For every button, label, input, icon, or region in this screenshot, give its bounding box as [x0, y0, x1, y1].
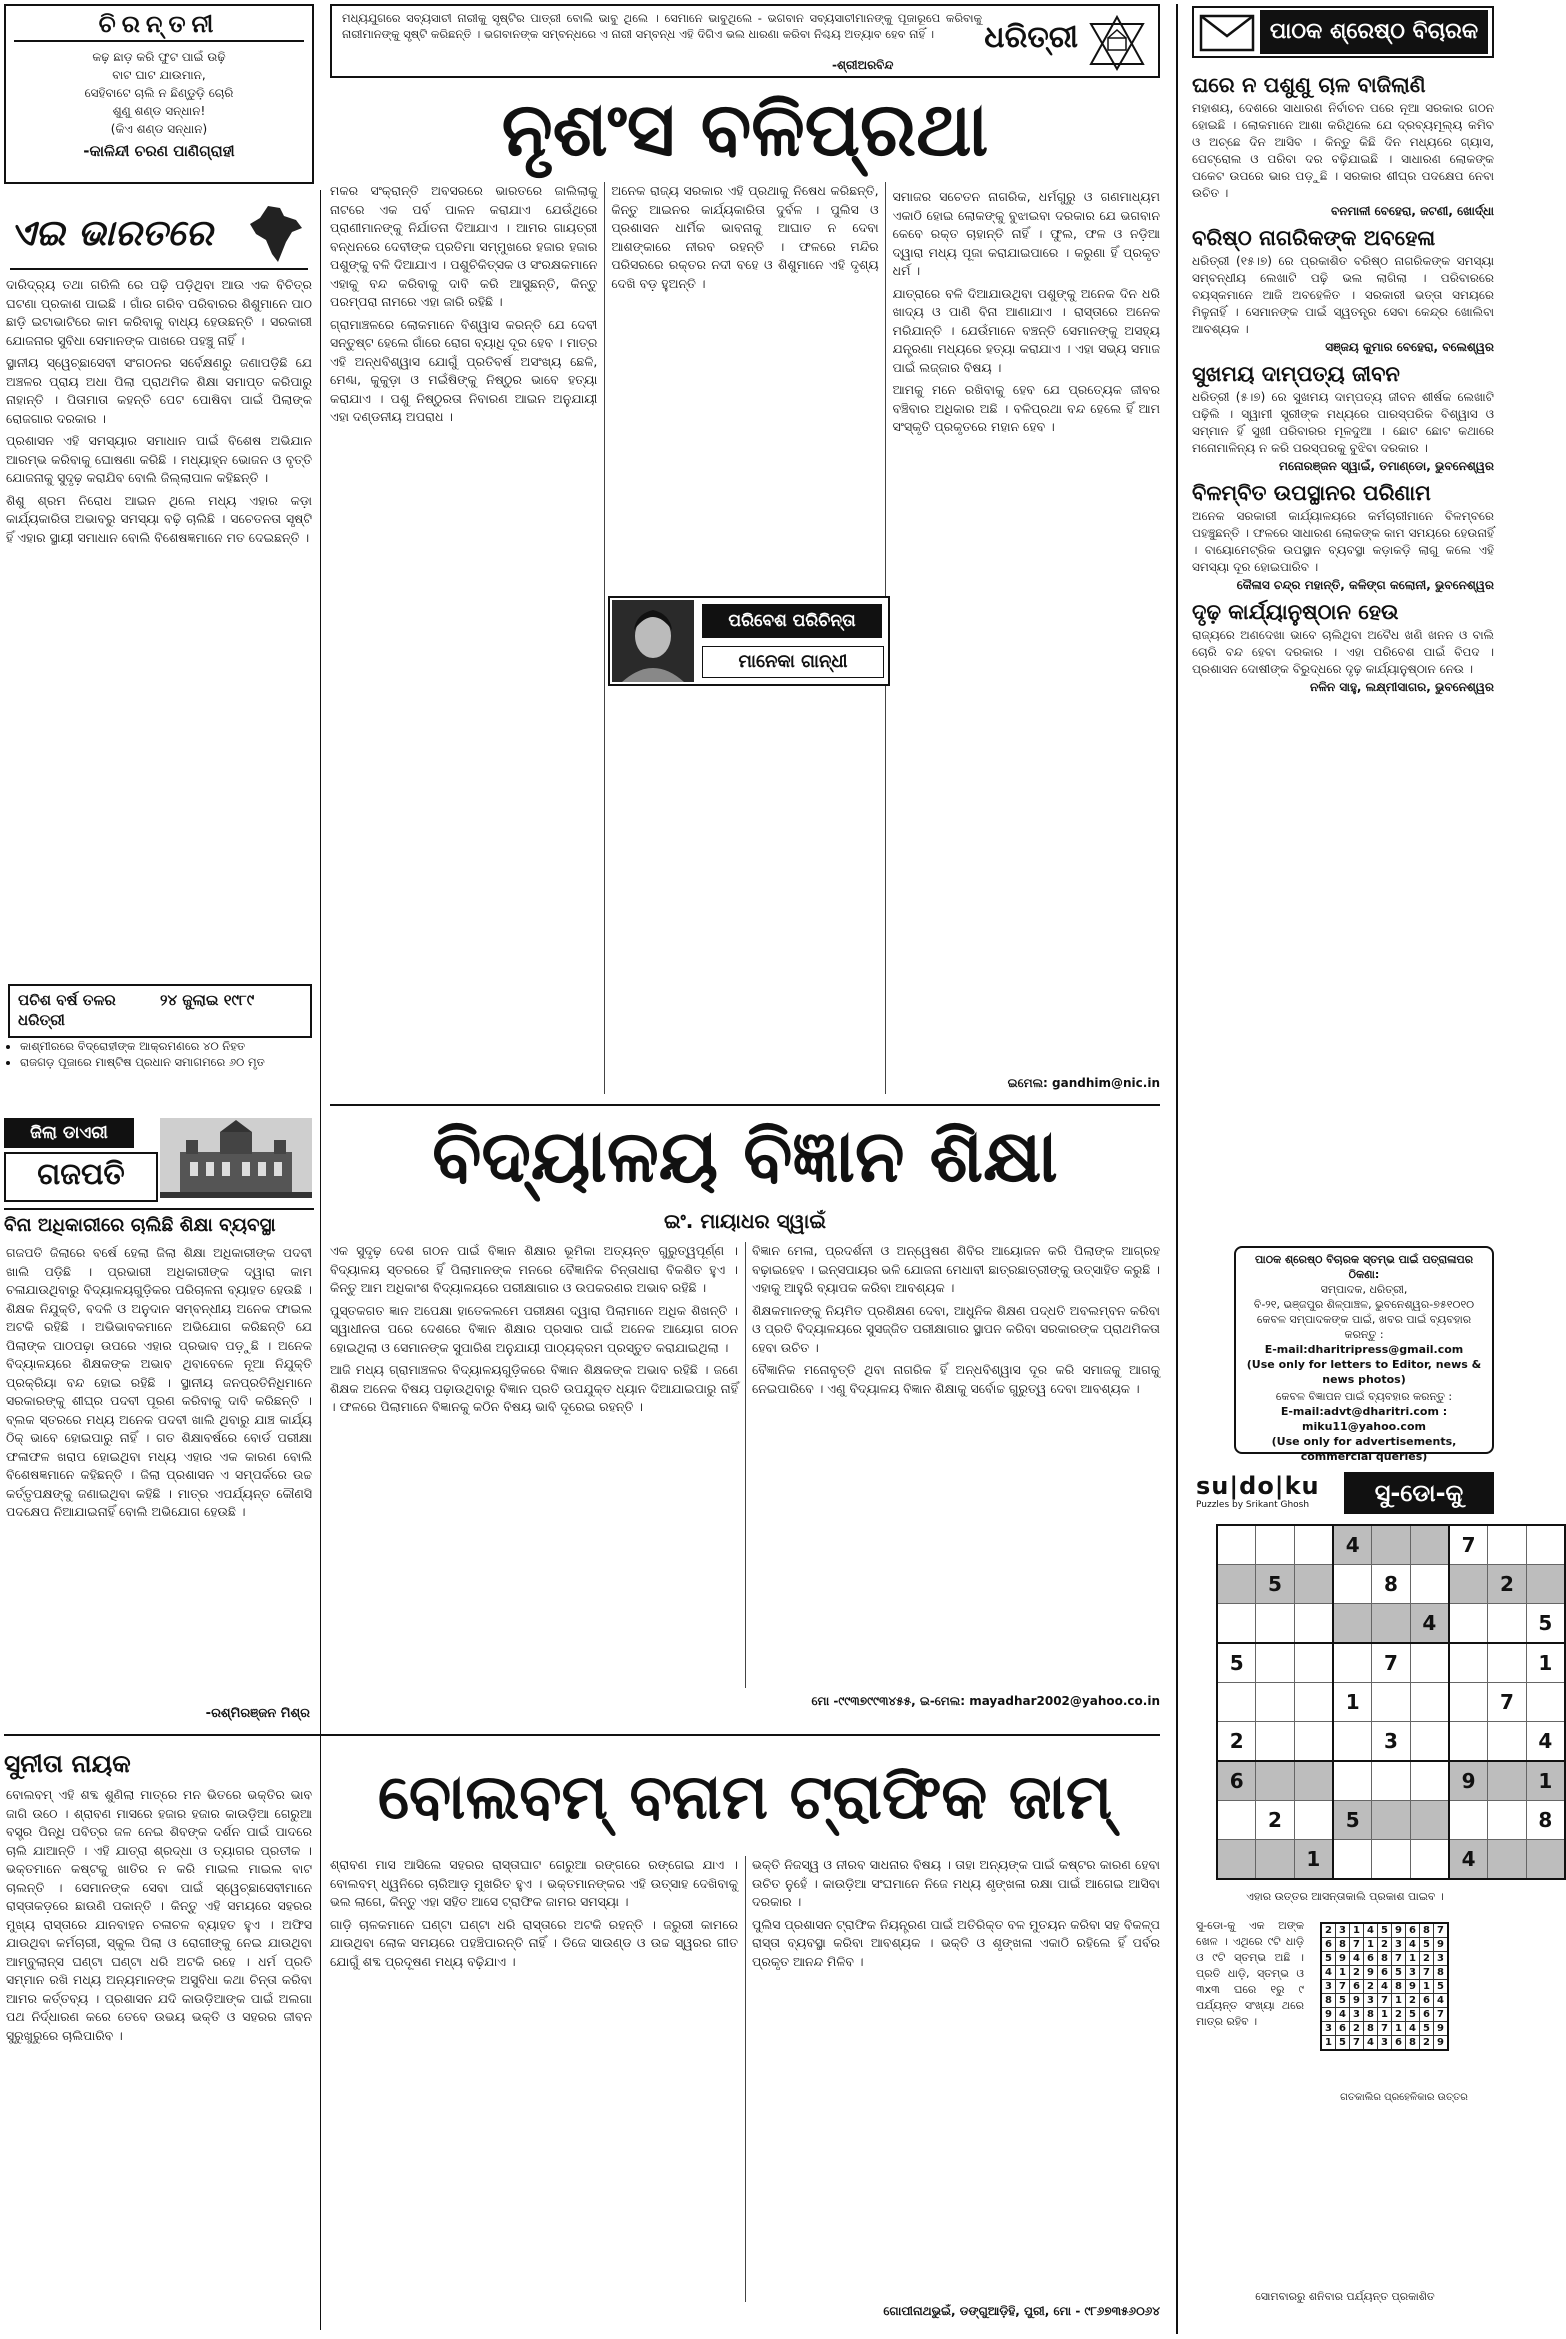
- sudoku-cell: [1256, 1840, 1294, 1880]
- solution-cell: 4: [1321, 1966, 1336, 1980]
- solution-cell: 9: [1364, 1966, 1378, 1980]
- sudoku-cell: [1372, 1801, 1410, 1840]
- solution-cell: 1: [1336, 1966, 1350, 1980]
- solution-cell: 9: [1434, 2022, 1449, 2036]
- sudoku-cell: [1526, 1525, 1565, 1565]
- letters-column: [1192, 66, 1494, 1240]
- sudoku-cell: 7: [1372, 1643, 1410, 1683]
- solution-cell: 8: [1420, 1923, 1434, 1938]
- lead-headline: ନୃଶଂସ ବଳିପ୍ରଥା: [501, 87, 989, 173]
- solution-cell: 8: [1364, 2008, 1378, 2022]
- sudoku-cell: [1488, 1840, 1526, 1880]
- lead-paragraph: ଯାତ୍ରାରେ ବଳି ଦିଆଯାଉଥିବା ପଶୁଙ୍କୁ ଅନେକ ଦିନ ଧରି ଖାଦ୍ୟ ଓ ପାଣି ବିନା ଆଣାଯାଏ । ରାସ୍ତାରେ ଅନେକ ମରିଯାନ୍ତି । ଯେଉଁମାନେ ବଞ୍ଚନ୍ତି ସେମାନଙ୍କୁ ଅସହ୍ୟ ଯନ୍ତ୍ରଣା ମଧ୍ୟରେ ହତ୍ୟା କରାଯାଏ । ଏହା ସଭ୍ୟ ସମାଜ ପାଇଁ ଲଜ୍ଜାର ବିଷୟ ।: [892, 285, 1160, 375]
- science-body: [330, 1242, 1160, 1688]
- solution-cell: 6: [1392, 2036, 1406, 2051]
- solution-cell: 2: [1350, 2022, 1364, 2036]
- sudoku-cell: [1294, 1801, 1333, 1840]
- bolbam-body: [330, 1856, 1160, 2302]
- sudoku-cell: [1372, 1525, 1410, 1565]
- sudoku-cell: [1410, 1801, 1449, 1840]
- solution-cell: 9: [1406, 1980, 1420, 1994]
- letter-body: ରାଜ୍ୟରେ ଅଣଦେଖା ଭାବେ ଚାଲିଥିବା ଅବୈଧ ଖଣି ଖନନ ଓ ବାଲି ଚୋରି ବନ୍ଦ ହେବା ଦରକାର । ଏହା ପରିବେଶ ପାଇଁ ବିପଦ । ପ୍ରଶାସନ ଦୋଷୀଙ୍କ ବିରୁଦ୍ଧରେ ଦୃଢ଼ କାର୍ଯ୍ୟାନୁଷ୍ଠାନ ନେଉ ।: [1192, 628, 1494, 676]
- chirantani-author: -କାଳିନ୍ଦୀ ଚରଣ ପାଣିଗ୍ରାହୀ: [83, 142, 235, 160]
- sunita-body: ବୋଲବମ୍ ଏହି ଶବ୍ଦ ଶୁଣିଲା ମାତ୍ରେ ମନ ଭିତରେ ଭକ୍ତିର ଭାବ ଜାଗି ଉଠେ । ଶ୍ରାବଣ ମାସରେ ହଜାର ହଜାର କାଉଡ଼ିଆ ଗେରୁଆ ବସ୍ତ୍ର ପିନ୍ଧି ପବିତ୍ର ଜଳ ନେଇ ଶିବଙ୍କ ଦର୍ଶନ ପାଇଁ ପାଦରେ ଚାଲି ଯାଆନ୍ତି । ଏହି ଯାତ୍ରା ଶ୍ରଦ୍ଧା ଓ ତ୍ୟାଗର ପ୍ରତୀକ । ଭକ୍ତମାନେ କଷ୍ଟକୁ ଖାତିର ନ କରି ମାଇଲ ମାଇଲ ବାଟ ଚାଲନ୍ତି । ସେମାନଙ୍କ ସେବା ପାଇଁ ସ୍ୱେଚ୍ଛାସେବୀମାନେ ରାସ୍ତାକଡ଼ରେ ଛାଉଣି ପକାନ୍ତି । କିନ୍ତୁ ଏହି ସମୟରେ ସହରର ମୁଖ୍ୟ ରାସ୍ତାରେ ଯାନବାହନ ଚଳାଚଳ ବ୍ୟାହତ ହୁଏ । ଅଫିସ ଯାଉଥିବା କର୍ମଚାରୀ, ସ୍କୁଲ ପିଲା ଓ ରୋଗୀଙ୍କୁ ନେଇ ଯାଉଥିବା ଆମ୍ବୁଲାନ୍ସ ଘଣ୍ଟା ଘଣ୍ଟା ଧରି ଅଟକି ରହେ । ଧର୍ମ ପ୍ରତି ସମ୍ମାନ ରଖି ମଧ୍ୟ ଅନ୍ୟମାନଙ୍କ ଅସୁବିଧା କଥା ଚିନ୍ତା କରିବା ଆମର କର୍ତ୍ତବ୍ୟ । ପ୍ରଶାସନ ଯଦି କାଉଡ଼ିଆଙ୍କ ପାଇଁ ଅଲଗା ପଥ ନିର୍ଦ୍ଧାରଣ କରେ ତେବେ ଉଭୟ ଭକ୍ତି ଓ ସହରର ଜୀବନ ସୁରୁଖୁରୁରେ ଚାଲିପାରିବ ।: [6, 1787, 312, 2043]
- sudoku-cell: [1449, 1604, 1488, 1644]
- sudoku-cell: [1217, 1525, 1256, 1565]
- sudoku-cell: [1372, 1604, 1410, 1644]
- solution-cell: 7: [1378, 2022, 1392, 2036]
- solution-cell: 8: [1392, 1980, 1406, 1994]
- solution-cell: 5: [1336, 1994, 1350, 2008]
- bolbam-paragraph: ଗାଡ଼ି ଚାଳକମାନେ ଘଣ୍ଟା ଘଣ୍ଟା ଧରି ରାସ୍ତାରେ ଅଟକି ରହନ୍ତି । ଜରୁରୀ କାମରେ ଯାଉଥିବା ଲୋକ ସମୟରେ ପହଞ୍ଚିପାରନ୍ତି ନାହିଁ । ଡିଜେ ସାଉଣ୍ଡ ଓ ଉଚ୍ଚ ସ୍ୱରର ଗୀତ ଯୋଗୁଁ ଶବ୍ଦ ପ୍ରଦୂଷଣ ମଧ୍ୟ ବଢ଼ିଯାଏ ।: [330, 1916, 738, 1969]
- abhibharat-paragraph: ସ୍ଥାନୀୟ ସ୍ୱେଚ୍ଛାସେବୀ ସଂଗଠନର ସର୍ବେକ୍ଷଣରୁ ଜଣାପଡ଼ିଛି ଯେ ଅଞ୍ଚଳର ପ୍ରାୟ ଅଧା ପିଲା ପ୍ରାଥମିକ ଶିକ୍ଷା ସମାପ୍ତ କରିପାରୁ ନାହାନ୍ତି । ପିତାମାତା କହନ୍ତି ପେଟ ପୋଷିବା ପାଇଁ ପିଲାଙ୍କ ରୋଜଗାର ଦରକାର ।: [6, 355, 312, 426]
- advt-email[interactable]: E-mail:advt@dharitri.com : miku11@yahoo.com: [1280, 1405, 1448, 1433]
- solution-cell: 5: [1420, 2022, 1434, 2036]
- sudoku-cell: [1410, 1761, 1449, 1801]
- sudoku-cell: [1256, 1683, 1294, 1722]
- sudoku-cell: 5: [1256, 1565, 1294, 1604]
- letter-item: [1192, 599, 1494, 695]
- sudoku-cell: [1449, 1801, 1488, 1840]
- solution-cell: 9: [1336, 1952, 1350, 1966]
- sudoku-cell: [1333, 1761, 1372, 1801]
- pachis-box: [4, 976, 314, 1076]
- temple-emblem-icon: [1088, 14, 1146, 72]
- solution-cell: 3: [1336, 1923, 1350, 1938]
- sudoku-solution: [1320, 1922, 1494, 2112]
- letter-title: ଘରେ ନ ପଶୁଣୁ ଚାଳ ବାଜିଲାଣି: [1192, 73, 1426, 97]
- pachis-bullets: • କାଶ୍ମୀରରେ ବିଦ୍ରୋହୀଙ୍କ ଆକ୍ରମଣରେ ୪୦ ନିହତ • ରାଜଗଡ଼ ପୂଜାରେ ମାଷ୍ଟିଷ ପ୍ରଧାନ ସମାଗମରେ ୬୦ ମୃତ: [4, 1038, 265, 1070]
- letter-item: [1192, 480, 1494, 593]
- sudoku-cell: 6: [1217, 1761, 1256, 1801]
- solution-cell: 7: [1336, 1980, 1350, 1994]
- sudoku-cell: [1256, 1604, 1294, 1644]
- solution-cell: 7: [1350, 1938, 1364, 1952]
- dharitri-logo: ଧରିତ୍ରୀ: [984, 20, 1078, 55]
- sudoku-brand: su|do|ku: [1196, 1472, 1320, 1500]
- solution-cell: 8: [1321, 1994, 1336, 2008]
- sudoku-cell: [1372, 1761, 1410, 1801]
- solution-cell: 4: [1364, 2036, 1378, 2051]
- abhibharat-logo: [4, 200, 314, 270]
- sudoku-cell: [1410, 1683, 1449, 1722]
- sudoku-cell: 3: [1372, 1722, 1410, 1762]
- sudoku-cell: [1217, 1683, 1256, 1722]
- solution-cell: 2: [1378, 1938, 1392, 1952]
- sudoku-cell: 4: [1449, 1840, 1488, 1880]
- letter-body: ଅନେକ ସରକାରୀ କାର୍ଯ୍ୟାଳୟରେ କର୍ମଚାରୀମାନେ ବିଳମ୍ବରେ ପହଞ୍ଚୁଛନ୍ତି । ଫଳରେ ସାଧାରଣ ଲୋକଙ୍କ କାମ ସମୟରେ ହେଉନାହିଁ । ବାୟୋମେଟ୍ରିକ ଉପସ୍ଥାନ ବ୍ୟବସ୍ଥା କଡ଼ାକଡ଼ି ଲାଗୁ କଲେ ଏହି ସମସ୍ୟା ଦୂର ହୋଇପାରିବ ।: [1192, 509, 1494, 574]
- editor-email[interactable]: E-mail:dharitripress@gmail.com: [1264, 1343, 1464, 1356]
- solution-cell: 3: [1392, 1938, 1406, 1952]
- letter-title: ଦୃଢ଼ କାର୍ଯ୍ୟାନୁଷ୍ଠାନ ହେଉ: [1192, 600, 1399, 624]
- solution-cell: 4: [1406, 2022, 1420, 2036]
- lead-paragraph: ସମାଜର ସଚେତନ ନାଗରିକ, ଧର୍ମଗୁରୁ ଓ ଗଣମାଧ୍ୟମ ଏକାଠି ହୋଇ ଲୋକଙ୍କୁ ବୁଝାଇବା ଦରକାର ଯେ ଭଗବାନ କେବେ ରକ୍ତ ଚାହାନ୍ତି ନାହିଁ । ଫୁଲ, ଫଳ ଓ ନଡ଼ିଆ ଦ୍ୱାରା ମଧ୍ୟ ପୂଜା କରାଯାଇପାରେ । କରୁଣା ହିଁ ପ୍ରକୃତ ଧର୍ମ ।: [892, 189, 1160, 279]
- sudoku-cell: [1410, 1643, 1449, 1683]
- sudoku-cell: 5: [1333, 1801, 1372, 1840]
- solution-cell: 9: [1350, 1994, 1364, 2008]
- sudoku-cell: [1256, 1643, 1294, 1683]
- solution-cell: 7: [1392, 1952, 1406, 1966]
- letter-body: ଧରିତ୍ରୀ (୧୫।୭) ରେ ପ୍ରକାଶିତ ବରିଷ୍ଠ ନାଗରିକଙ୍କ ସମସ୍ୟା ସମ୍ବନ୍ଧୀୟ ଲେଖାଟି ପଢ଼ି ଭଲ ଲାଗିଲା । ପରିବାରରେ ବୟସ୍କମାନେ ଆଜି ଅବହେଳିତ । ସରକାରୀ ଭତ୍ତା ସମୟରେ ମିଳୁନାହିଁ । ସେମାନଙ୍କ ପାଇଁ ସ୍ୱତନ୍ତ୍ର ସେବା କେନ୍ଦ୍ର ଖୋଲିବା ଆବଶ୍ୟକ ।: [1192, 254, 1494, 336]
- sudoku-cell: [1217, 1840, 1256, 1880]
- solution-cell: 6: [1420, 1994, 1434, 2008]
- solution-cell: 8: [1364, 2022, 1378, 2036]
- chirantani-poem: କଢ଼ ଛାଡ଼ କରି ଫୁଟ ପାଇଁ ଉଢ଼ି ବାଟ ଘାଟ ଯାଉମାନ, ସେହିବାଟେ ଚାଲି ନ ଛିଣ୍ଡୁଡ଼ି ଚୋରି ଶୁଣୁ ଶଣ୍ଡ ସନ୍ଧାନ! (କିଏ ଶଣ୍ଡ ସନ୍ଧାନ): [84, 50, 234, 136]
- solution-cell: 2: [1406, 1994, 1420, 2008]
- sudoku-grid: [1216, 1524, 1566, 1880]
- sudoku-cell: [1488, 1761, 1526, 1801]
- sudoku-header: [1196, 1472, 1494, 1518]
- sudoku-cell: [1488, 1525, 1526, 1565]
- solution-cell: 1: [1321, 2036, 1336, 2051]
- abhibharat-paragraph: ଶିଶୁ ଶ୍ରମ ନିରୋଧ ଆଇନ ଥିଲେ ମଧ୍ୟ ଏହାର କଡ଼ା କାର୍ଯ୍ୟକାରିତା ଅଭାବରୁ ସମସ୍ୟା ବଢ଼ି ଚାଲିଛି । ସଚେତନତା ସୃଷ୍ଟି ହିଁ ଏହାର ସ୍ଥାୟୀ ସମାଧାନ ବୋଲି ବିଶେଷଜ୍ଞମାନେ ମତ ଦେଇଛନ୍ତି ।: [6, 492, 312, 545]
- sudoku-cell: [1256, 1722, 1294, 1762]
- sudoku-cell: [1217, 1604, 1256, 1644]
- letter-body: ଧରିତ୍ରୀ (୫।୭) ରେ ସୁଖମୟ ଦାମ୍ପତ୍ୟ ଜୀବନ ଶୀର୍ଷକ ଲେଖାଟି ପଢ଼ିଲି । ସ୍ୱାମୀ ସ୍ତ୍ରୀଙ୍କ ମଧ୍ୟରେ ପାରସ୍ପରିକ ବିଶ୍ୱାସ ଓ ସମ୍ମାନ ହିଁ ସୁଖୀ ପରିବାରର ମୂଳଦୁଆ । ଛୋଟ ଛୋଟ କଥାରେ ମନୋମାଳିନ୍ୟ ନ କରି ପରସ୍ପରକୁ ବୁଝିବା ଦରକାର ।: [1192, 390, 1494, 455]
- sudoku-cell: [1333, 1604, 1372, 1644]
- lead-email: ଇମେଲ: gandhim@nic.in: [1007, 1076, 1160, 1090]
- solution-cell: 6: [1321, 1938, 1336, 1952]
- letter-signature: ନଳିନ ସାହୁ, ଲକ୍ଷ୍ମୀସାଗର, ଭୁବନେଶ୍ୱର: [1310, 680, 1494, 694]
- solution-cell: 9: [1434, 2036, 1449, 2051]
- sudoku-cell: [1372, 1840, 1410, 1880]
- solution-cell: 3: [1321, 2022, 1336, 2036]
- portrait-icon: [612, 600, 694, 682]
- sudoku-cell: 4: [1526, 1722, 1565, 1762]
- solution-cell: 7: [1350, 2036, 1364, 2051]
- bolbam-headline: ବୋଲବମ୍ ବନାମ ଟ୍ରାଫିକ ଜାମ୍: [377, 1760, 1113, 1833]
- bolbam-paragraph: ପୁଲିସ ପ୍ରଶାସନ ଟ୍ରାଫିକ ନିୟନ୍ତ୍ରଣ ପାଇଁ ଅତିରିକ୍ତ ବଳ ମୁତୟନ କରିବା ସହ ବିକଳ୍ପ ରାସ୍ତା ବ୍ୟବସ୍ଥା କରିବା ଆବଶ୍ୟକ । ଭକ୍ତି ଓ ଶୃଙ୍ଖଳା ଏକାଠି ରହିଲେ ହିଁ ପର୍ବର ପ୍ରକୃତ ଆନନ୍ଦ ମିଳିବ ।: [752, 1916, 1160, 1969]
- sudoku-cell: [1294, 1525, 1333, 1565]
- solution-cell: 1: [1420, 1980, 1434, 1994]
- solution-cell: 1: [1392, 2022, 1406, 2036]
- solution-cell: 4: [1434, 1994, 1449, 2008]
- solution-cell: 6: [1420, 2008, 1434, 2022]
- sudoku-cell: [1410, 1525, 1449, 1565]
- sudoku-cell: [1294, 1604, 1333, 1644]
- solution-cell: 1: [1378, 2008, 1392, 2022]
- sudoku-cell: [1410, 1840, 1449, 1880]
- sudoku-cell: [1488, 1604, 1526, 1644]
- solution-cell: 9: [1321, 2008, 1336, 2022]
- science-paragraph: ଶିକ୍ଷକମାନଙ୍କୁ ନିୟମିତ ପ୍ରଶିକ୍ଷଣ ଦେବା, ଆଧୁନିକ ଶିକ୍ଷଣ ପଦ୍ଧତି ଅବଲମ୍ବନ କରିବା ଓ ପ୍ରତି ବିଦ୍ୟାଳୟରେ ସୁସଜ୍ଜିତ ପରୀକ୍ଷାଗାର ସ୍ଥାପନ କରିବା ସରକାରଙ୍କ ପ୍ରାଥମିକତା ହେବା ଉଚିତ ।: [752, 1302, 1160, 1355]
- solution-cell: 2: [1420, 1952, 1434, 1966]
- solution-cell: 6: [1378, 1966, 1392, 1980]
- bolbam-signoff: ଗୋପୀନାଥଭୁଇଁ, ଡଙ୍ଗୁଆଡ଼ିହି, ପୁରୀ, ମୋ - ୯୮୬୭୩୫୬୦୬୪: [883, 2304, 1160, 2318]
- solution-cell: 8: [1378, 1952, 1392, 1966]
- sudoku-cell: [1333, 1722, 1372, 1762]
- sudoku-footer: ସୋମବାରରୁ ଶନିବାର ପର୍ଯ୍ୟନ୍ତ ପ୍ରକାଶିତ: [1255, 2290, 1435, 2303]
- palace-icon: [160, 1118, 312, 1198]
- sudoku-cell: 1: [1294, 1840, 1333, 1880]
- science-paragraph: ଏକ ସୁଦୃଢ଼ ଦେଶ ଗଠନ ପାଇଁ ବିଜ୍ଞାନ ଶିକ୍ଷାର ଭୂମିକା ଅତ୍ୟନ୍ତ ଗୁରୁତ୍ୱପୂର୍ଣ୍ଣ । ବିଦ୍ୟାଳୟ ସ୍ତରରେ ହିଁ ପିଲାମାନଙ୍କ ମନରେ ବୈଜ୍ଞାନିକ ଚିନ୍ତାଧାରା ବିକଶିତ ହୁଏ । କିନ୍ତୁ ଆମ ଅଧିକାଂଶ ବିଦ୍ୟାଳୟରେ ପରୀକ୍ଷାଗାର ଓ ଉପକରଣର ଅଭାବ ରହିଛି ।: [330, 1243, 738, 1295]
- abhibharat-body: [6, 276, 312, 970]
- jilla-body: ଗଜପତି ଜିଲାରେ ବର୍ଷେ ହେଲା ଜିଲା ଶିକ୍ଷା ଅଧିକାରୀଙ୍କ ପଦବୀ ଖାଲି ପଡ଼ିଛି । ପ୍ରଭାରୀ ଅଧିକାରୀଙ୍କ ଦ୍ୱାରା କାମ ଚଳାଯାଉଥିବାରୁ ବିଦ୍ୟାଳୟଗୁଡ଼ିକର ପରିଚାଳନା ବ୍ୟାହତ ହେଉଛି । ଶିକ୍ଷକ ନିଯୁକ୍ତି, ବଦଳି ଓ ଅନୁଦାନ ସମ୍ବନ୍ଧୀୟ ଅନେକ ଫାଇଲ ଅଟକି ରହିଛି । ଅଭିଭାବକମାନେ ଅଭିଯୋଗ କରିଛନ୍ତି ଯେ ପିଲାଙ୍କ ପାଠପଢ଼ା ଉପରେ ଏହାର ପ୍ରଭାବ ପଡ଼ୁଛି । ଅନେକ ବିଦ୍ୟାଳୟରେ ଶିକ୍ଷକଙ୍କ ଅଭାବ ଥିବାବେଳେ ନୂଆ ନିଯୁକ୍ତି ପ୍ରକ୍ରିୟା ବନ୍ଦ ହୋଇ ରହିଛି । ସ୍ଥାନୀୟ ଜନପ୍ରତିନିଧିମାନେ ସରକାରଙ୍କୁ ଶୀଘ୍ର ପଦବୀ ପୂରଣ କରିବାକୁ ଦାବି କରିଛନ୍ତି । ବ୍ଲକ ସ୍ତରରେ ମଧ୍ୟ ଅନେକ ପଦବୀ ଖାଲି ଥିବାରୁ ଯାଞ୍ଚ କାର୍ଯ୍ୟ ଠିକ୍ ଭାବେ ହୋଇପାରୁ ନାହିଁ । ଗତ ଶିକ୍ଷାବର୍ଷରେ ବୋର୍ଡ ପରୀକ୍ଷା ଫଳାଫଳ ଖରାପ ହୋଇଥିବା ମଧ୍ୟ ଏହାର ଏକ କାରଣ ବୋଲି ବିଶେଷଜ୍ଞମାନେ କହିଛନ୍ତି । ଜିଲା ପ୍ରଶାସନ ଏ ସମ୍ପର୍କରେ ଉଚ୍ଚ କର୍ତ୍ତୃପକ୍ଷଙ୍କୁ ଜଣାଇଥିବା କହିଛି । ମାତ୍ର ଏପର୍ଯ୍ୟନ୍ତ କୌଣସି ପଦକ୍ଷେପ ନିଆଯାଇନାହିଁ ବୋଲି ଅଭିଯୋଗ ହେଉଛି ।: [6, 1245, 312, 1519]
- letter-signature: କୈଳାସ ଚନ୍ଦ୍ର ମହାନ୍ତି, କଳିଙ୍ଗ କଲୋନୀ, ଭୁବନେଶ୍ୱର: [1236, 578, 1494, 592]
- india-map-icon: [246, 204, 306, 266]
- science-paragraph: ବିଜ୍ଞାନ ମେଳା, ପ୍ରଦର୍ଶନୀ ଓ ଅନ୍ୱେଷଣ ଶିବିର ଆୟୋଜନ କରି ପିଲାଙ୍କ ଆଗ୍ରହ ବଢ଼ାଇହେବ । ଇନ୍ସପାୟର ଭଳି ଯୋଜନା ମେଧାବୀ ଛାତ୍ରଛାତ୍ରୀଙ୍କୁ ଉତ୍ସାହିତ କରୁଛି । ଏହାକୁ ଆହୁରି ବ୍ୟାପକ କରିବା ଆବଶ୍ୟକ ।: [752, 1243, 1160, 1295]
- solution-cell: 8: [1406, 2036, 1420, 2051]
- solution-cell: 5: [1378, 1923, 1392, 1938]
- chirantani-box: [4, 4, 314, 184]
- science-contact: ମୋ -୯୯୩୭୯୯୩୪୫୫, ଇ-ମେଲ: mayadhar2002@yahoo.co.in: [811, 1694, 1160, 1708]
- sudoku-cell: [1488, 1643, 1526, 1683]
- sudoku-cell: [1333, 1565, 1372, 1604]
- solution-cell: 2: [1321, 1923, 1336, 1938]
- lead-paragraph: ଆମକୁ ମନେ ରଖିବାକୁ ହେବ ଯେ ପ୍ରତ୍ୟେକ ଜୀବର ବଞ୍ଚିବାର ଅଧିକାର ଅଛି । ବଳିପ୍ରଥା ବନ୍ଦ ହେଲେ ହିଁ ଆମ ସଂସ୍କୃତି ପ୍ରକୃତରେ ମହାନ ହେବ ।: [892, 382, 1160, 435]
- solution-cell: 6: [1364, 1952, 1378, 1966]
- solution-cell: 2: [1364, 1980, 1378, 1994]
- sudoku-cell: [1333, 1840, 1372, 1880]
- sudoku-cell: [1410, 1565, 1449, 1604]
- letter-item: [1192, 225, 1494, 355]
- sudoku-cell: 7: [1449, 1525, 1488, 1565]
- address-box: ପାଠକ ଶ୍ରେଷ୍ଠ ବିଚାରକ ସ୍ତମ୍ଭ ପାଇଁ ପତ୍ରାଳାପର ଠିକଣା: ସମ୍ପାଦକ, ଧରିତ୍ରୀ, ବି-୨୧, ଭଞ୍ଜପୁର ଶିଳ୍ପାଞ୍ଚଳ, ଭୁବନେଶ୍ୱର-୭୫୧୦୧୦ କେବଳ ସମ୍ପାଦକଙ୍କ ପାଇଁ, ଖବର ପାଇଁ ବ୍ୟବହାର କରନ୍ତୁ : E-mail:dharitripress@gmail.com (Use only for letters to Editor, news & news photos) କେବଳ ବିଜ୍ଞାପନ ପାଇଁ ବ୍ୟବହାର କରନ୍ତୁ : E-mail:advt@dharitri.com : miku11@yahoo.com (Use only for advertisements, commercial queries): [1234, 1246, 1494, 1454]
- sudoku-cell: [1526, 1683, 1565, 1722]
- chirantani-title: ଚିରନ୍ତନୀ: [14, 10, 304, 42]
- lead-paragraph: ମକର ସଂକ୍ରାନ୍ତି ଅବସରରେ ଭାରତରେ ଜାଲିଲାକୁ ନାଟରେ ଏକ ପର୍ବ ପାଳନ କରାଯାଏ ଯେଉଁଥିରେ ପ୍ରାଣୀମାନଙ୍କୁ ନିର୍ଯାତନା ଦିଆଯାଏ । ଆମର ଗାୟତ୍ରୀ ବନ୍ଧନରେ ଦେବୀଙ୍କ ପ୍ରତିମା ସମ୍ମୁଖରେ ହଜାର ହଜାର ପଶୁଙ୍କୁ ବଳି ଦିଆଯାଏ । ପଶୁଚିକିତ୍ସକ ଓ ସଂରକ୍ଷକମାନେ ଏହାକୁ ବନ୍ଦ କରିବାକୁ ଦାବି କରି ଆସୁଛନ୍ତି, କିନ୍ତୁ ପରମ୍ପରା ନାମରେ ଏହା ଜାରି ରହିଛି ।: [330, 183, 598, 309]
- columnist-name: ମାନେକା ଗାନ୍ଧୀ: [702, 646, 884, 678]
- pachis-frame: [8, 984, 312, 1038]
- solution-cell: 5: [1321, 1952, 1336, 1966]
- pathaka-title: ପାଠକ ଶ୍ରେଷ୍ଠ ବିଚାରକ: [1260, 10, 1488, 54]
- abhibharat-paragraph: ପ୍ରଶାସନ ଏହି ସମସ୍ୟାର ସମାଧାନ ପାଇଁ ବିଶେଷ ଅଭିଯାନ ଆରମ୍ଭ କରିବାକୁ ଘୋଷଣା କରିଛି । ମଧ୍ୟାହ୍ନ ଭୋଜନ ଓ ବୃତ୍ତି ଯୋଜନାକୁ ସୁଦୃଢ଼ କରାଯିବ ବୋଲି ଜିଲ୍ଲାପାଳ କହିଛନ୍ତି ।: [6, 433, 312, 485]
- solution-cell: 3: [1364, 1994, 1378, 2008]
- solution-cell: 7: [1378, 1994, 1392, 2008]
- solution-cell: 8: [1434, 1966, 1449, 1980]
- sudoku-cell: [1294, 1761, 1333, 1801]
- solution-cell: 7: [1420, 1966, 1434, 1980]
- pachis-label: ପଚିଶ ବର୍ଷ ତଳର ଧରିତ୍ରୀ: [18, 991, 116, 1029]
- sudoku-cell: 2: [1488, 1565, 1526, 1604]
- solution-grid: [1320, 1922, 1449, 2051]
- lead-paragraph: ଅନେକ ରାଜ୍ୟ ସରକାର ଏହି ପ୍ରଥାକୁ ନିଷେଧ କରିଛନ୍ତି, କିନ୍ତୁ ଆଇନର କାର୍ଯ୍ୟକାରିତା ଦୁର୍ବଳ । ପୁଲିସ ଓ ପ୍ରଶାସନ ଧାର୍ମିକ ଭାବନାକୁ ଆଘାତ ନ ଦେବା ଆଶଙ୍କାରେ ନୀରବ ରହନ୍ତି । ଫଳରେ ମନ୍ଦିର ପରିସରରେ ରକ୍ତର ନଦୀ ବହେ ଓ ଶିଶୁମାନେ ଏହି ଦୃଶ୍ୟ ଦେଖି ବଡ଼ ହୁଅନ୍ତି ।: [611, 183, 879, 291]
- solution-cell: 4: [1378, 1980, 1392, 1994]
- sudoku-cell: [1333, 1643, 1372, 1683]
- solution-cell: 5: [1336, 2036, 1350, 2051]
- solution-cell: 3: [1350, 2008, 1364, 2022]
- solution-cell: 2: [1392, 2008, 1406, 2022]
- bolbam-paragraph: ଶ୍ରାବଣ ମାସ ଆସିଲେ ସହରର ରାସ୍ତାଘାଟ ଗେରୁଆ ରଙ୍ଗରେ ରଙ୍ଗେଇ ଯାଏ । ବୋଲବମ୍ ଧ୍ୱନିରେ ଚାରିଆଡ଼ ମୁଖରିତ ହୁଏ । ଭକ୍ତମାନଙ୍କର ଏହି ଉତ୍ସାହ ଦେଖିବାକୁ ଭଲ ଲାଗେ, କିନ୍ତୁ ଏହା ସହିତ ଆସେ ଟ୍ରାଫିକ ଜାମର ସମସ୍ୟା ।: [330, 1857, 738, 1909]
- science-paragraph: ଆଜି ମଧ୍ୟ ଗ୍ରାମାଞ୍ଚଳର ବିଦ୍ୟାଳୟଗୁଡ଼ିକରେ ବିଜ୍ଞାନ ଶିକ୍ଷକଙ୍କ ଅଭାବ ରହିଛି । ଜଣେ ଶିକ୍ଷକ ଅନେକ ବିଷୟ ପଢ଼ାଉଥିବାରୁ ବିଜ୍ଞାନ ପ୍ରତି ଉପଯୁକ୍ତ ଧ୍ୟାନ ଦିଆଯାଇପାରୁ ନାହିଁ । ଫଳରେ ପିଲାମାନେ ବିଜ୍ଞାନକୁ କଠିନ ବିଷୟ ଭାବି ଦୂରେଇ ରହନ୍ତି ।: [330, 1362, 738, 1414]
- bolbam-paragraph: ଭକ୍ତି ନିଜସ୍ୱ ଓ ନୀରବ ସାଧନାର ବିଷୟ । ତାହା ଅନ୍ୟଙ୍କ ପାଇଁ କଷ୍ଟର କାରଣ ହେବା ଉଚିତ ନୁହେଁ । କାଉଡ଼ିଆ ସଂଘମାନେ ନିଜେ ମଧ୍ୟ ଶୃଙ୍ଖଳା ରକ୍ଷା ପାଇଁ ଆଗେଇ ଆସିବା ଦରକାର ।: [752, 1857, 1160, 1909]
- science-headline: ବିଦ୍ୟାଳୟ ବିଜ୍ଞାନ ଶିକ୍ଷା: [432, 1113, 1058, 1198]
- sudoku-cell: 1: [1526, 1761, 1565, 1801]
- solution-cell: 3: [1434, 1952, 1449, 1966]
- solution-cell: 7: [1434, 2008, 1449, 2022]
- sudoku-rules: ସୁ-ଡୋ-କୁ ଏକ ଅଙ୍କ ଖେଳ । ଏଥିରେ ୯ଟି ଧାଡ଼ି ଓ ୯ଟି ସ୍ତମ୍ଭ ଅଛି । ପ୍ରତି ଧାଡ଼ି, ସ୍ତମ୍ଭ ଓ ୩x୩ ଘରେ ୧ରୁ ୯ ପର୍ଯ୍ୟନ୍ତ ସଂଖ୍ୟା ଥରେ ମାତ୍ର ରହିବ ।: [1196, 1919, 1304, 2028]
- sudoku-cell: 2: [1217, 1722, 1256, 1762]
- solution-cell: 1: [1364, 1938, 1378, 1952]
- letter-item: [1192, 72, 1494, 219]
- quote-box: [330, 4, 1160, 78]
- pathaka-header: [1192, 6, 1494, 58]
- columnist-box: [608, 596, 890, 686]
- solution-label: ଗତକାଲିର ପ୍ରହେଳିକାର ଉତ୍ତର: [1340, 2092, 1468, 2103]
- solution-cell: 5: [1392, 1966, 1406, 1980]
- columnist-photo: [612, 600, 694, 682]
- sudoku-cell: [1294, 1643, 1333, 1683]
- columnist-label: ପରିବେଶ ପରିଚିନ୍ତା: [702, 604, 882, 638]
- solution-cell: 2: [1350, 1966, 1364, 1980]
- solution-cell: 5: [1406, 2008, 1420, 2022]
- solution-cell: 3: [1321, 1980, 1336, 1994]
- jilla-tag: ଜିଲା ଡାଏରୀ: [4, 1118, 134, 1148]
- sudoku-cell: 1: [1333, 1683, 1372, 1722]
- letter-signature: ମନୋରଞ୍ଜନ ସ୍ୱାଇଁ, ତମାଣ୍ଡୋ, ଭୁବନେଶ୍ୱର: [1278, 459, 1494, 473]
- sudoku-board: [1216, 1524, 1566, 1874]
- solution-cell: 4: [1406, 1938, 1420, 1952]
- solution-cell: 1: [1406, 1952, 1420, 1966]
- solution-cell: 3: [1406, 1966, 1420, 1980]
- solution-cell: 2: [1420, 2036, 1434, 2051]
- sudoku-cell: 5: [1526, 1604, 1565, 1644]
- letter-body: ମହାଶୟ, ଦେଶରେ ସାଧାରଣ ନିର୍ବାଚନ ପରେ ନୂଆ ସରକାର ଗଠନ ହୋଇଛି । ଲୋକମାନେ ଆଶା କରିଥିଲେ ଯେ ଦ୍ରବ୍ୟମୂଲ୍ୟ କମିବ ଓ ଅଚ୍ଛେ ଦିନ ଆସିବ । କିନ୍ତୁ କିଛି ଦିନ ମଧ୍ୟରେ ଗ୍ୟାସ, ପେଟ୍ରୋଲ ଓ ପରିବା ଦର ବଢ଼ିଯାଇଛି । ସାଧାରଣ ଲୋକଙ୍କ ପକେଟ ଉପରେ ଭାର ପଡ଼ୁଛି । ସରକାର ଶୀଘ୍ର ପଦକ୍ଷେପ ନେବା ଉଚିତ ।: [1192, 101, 1494, 200]
- science-paragraph: ବୈଜ୍ଞାନିକ ମନୋବୃତ୍ତି ଥିବା ନାଗରିକ ହିଁ ଅନ୍ଧବିଶ୍ୱାସ ଦୂର କରି ସମାଜକୁ ଆଗକୁ ନେଇପାରିବେ । ଏଣୁ ବିଦ୍ୟାଳୟ ବିଜ୍ଞାନ ଶିକ୍ଷାକୁ ସର୍ବୋଚ୍ଚ ଗୁରୁତ୍ୱ ଦେବା ଆବଶ୍ୟକ ।: [752, 1362, 1160, 1396]
- sudoku-cell: [1488, 1722, 1526, 1762]
- letter-title: ବିଳମ୍ବିତ ଉପସ୍ଥାନର ପରିଣାମ: [1192, 481, 1431, 505]
- sudoku-title: ସୁ-ଡୋ-କୁ: [1344, 1472, 1494, 1514]
- sudoku-cell: [1449, 1722, 1488, 1762]
- sudoku-cell: [1449, 1565, 1488, 1604]
- letter-item: [1192, 361, 1494, 474]
- sudoku-cell: 5: [1217, 1643, 1256, 1683]
- address-heading: ପାଠକ ଶ୍ରେଷ୍ଠ ବିଚାରକ ସ୍ତମ୍ଭ ପାଇଁ ପତ୍ରାଳାପର ଠିକଣା:: [1254, 1253, 1474, 1281]
- solution-cell: 7: [1434, 1923, 1449, 1938]
- sudoku-cell: [1449, 1683, 1488, 1722]
- envelope-icon: [1198, 10, 1256, 54]
- pachis-date: ୨୪ ଜୁଲାଇ ୧୯୮୯: [160, 991, 255, 1009]
- solution-cell: 1: [1392, 1994, 1406, 2008]
- solution-cell: 9: [1392, 1923, 1406, 1938]
- sudoku-cell: [1256, 1525, 1294, 1565]
- jilla-headline: ବିନା ଅଧିକାରୀରେ ଚାଲିଛି ଶିକ୍ଷା ବ୍ୟବସ୍ଥା: [4, 1215, 276, 1236]
- solution-cell: 4: [1350, 1952, 1364, 1966]
- sunita-title: ସୁନୀତା ନାୟକ: [4, 1749, 131, 1778]
- solution-cell: 1: [1350, 1923, 1364, 1938]
- sudoku-cell: [1449, 1643, 1488, 1683]
- sudoku-cell: [1294, 1722, 1333, 1762]
- sudoku-cell: [1372, 1683, 1410, 1722]
- sudoku-cell: 8: [1526, 1801, 1565, 1840]
- sudoku-cell: 2: [1256, 1801, 1294, 1840]
- sudoku-cell: [1526, 1565, 1565, 1604]
- solution-cell: 8: [1336, 1938, 1350, 1952]
- solution-cell: 6: [1406, 1923, 1420, 1938]
- jilla-author: -ରଶ୍ମିରଞ୍ଜନ ମିଶ୍ର: [205, 1706, 310, 1721]
- quote-attribution: -ଶ୍ରୀଅରବିନ୍ଦ: [832, 58, 894, 72]
- sudoku-cell: [1217, 1801, 1256, 1840]
- science-byline: ଇଂ. ମାୟାଧର ସ୍ୱାଇଁ: [664, 1209, 826, 1233]
- sudoku-cell: 4: [1333, 1525, 1372, 1565]
- sudoku-cell: 8: [1372, 1565, 1410, 1604]
- sudoku-cell: [1256, 1761, 1294, 1801]
- lead-paragraph: ଗ୍ରାମାଞ୍ଚଳରେ ଲୋକମାନେ ବିଶ୍ୱାସ କରନ୍ତି ଯେ ଦେବୀ ସନ୍ତୁଷ୍ଟ ହେଲେ ଗାଁରେ ରୋଗ ବ୍ୟାଧି ଦୂର ହେବ । ମାତ୍ର ଏହି ଅନ୍ଧବିଶ୍ୱାସ ଯୋଗୁଁ ପ୍ରତିବର୍ଷ ଅସଂଖ୍ୟ ଛେଳି, ମେଣ୍ଢା, କୁକୁଡ଼ା ଓ ମଇଁଷିଙ୍କୁ ନିଷ୍ଠୁର ଭାବେ ହତ୍ୟା କରାଯାଏ । ପଶୁ ନିଷ୍ଠୁରତା ନିବାରଣ ଆଇନ ଅନୁଯାୟୀ ଏହା ଦଣ୍ଡନୀୟ ଅପରାଧ ।: [330, 316, 598, 424]
- jilla-header: [4, 1118, 314, 1202]
- sudoku-cell: 7: [1488, 1683, 1526, 1722]
- solution-cell: 4: [1336, 2008, 1350, 2022]
- sudoku-caption: ଏହାର ଉତ୍ତର ଆସନ୍ତାକାଲି ପ୍ରକାଶ ପାଇବ ।: [1246, 1890, 1444, 1903]
- abhibharat-title: ଏଇ ଭାରତରେ: [10, 212, 213, 254]
- letter-title: ବରିଷ୍ଠ ନାଗରିକଙ୍କ ଅବହେଳା: [1192, 226, 1436, 250]
- sudoku-cell: [1488, 1801, 1526, 1840]
- sudoku-cell: 1: [1526, 1643, 1565, 1683]
- sudoku-cell: [1410, 1722, 1449, 1762]
- sudoku-cell: 4: [1410, 1604, 1449, 1644]
- science-paragraph: ପୁସ୍ତକଗତ ଜ୍ଞାନ ଅପେକ୍ଷା ହାତେକଲମେ ପରୀକ୍ଷଣ ଦ୍ୱାରା ପିଲାମାନେ ଅଧିକ ଶିଖନ୍ତି । ସ୍ୱାଧୀନତା ପରେ ଦେଶରେ ବିଜ୍ଞାନ ଶିକ୍ଷାର ପ୍ରସାର ପାଇଁ ଅନେକ ଆୟୋଗ ଗଠନ ହୋଇଥିଲା ଓ ସେମାନଙ୍କ ସୁପାରିଶ ଅନୁଯାୟୀ ପାଠ୍ୟକ୍ରମ ପ୍ରସ୍ତୁତ କରାଯାଇଥିଲା ।: [330, 1302, 738, 1355]
- solution-cell: 6: [1336, 2022, 1350, 2036]
- solution-cell: 5: [1434, 1980, 1449, 1994]
- quote-text: ମଧ୍ୟଯୁଗରେ ସବ୍ୟସାଚୀ ନାରୀକୁ ସୃଷ୍ଟିର ପାତ୍ରୀ ବୋଲି ଭାବୁ ଥିଲେ । ସେମାନେ ଭାବୁଥିଲେ - ଭଗବାନ ସବ୍ୟସାଚୀମାନଙ୍କୁ ପୂଜାରୂପେ କରିବାକୁ ନାରୀମାନଙ୍କୁ ସୃଷ୍ଟି କରିଛନ୍ତି । ଭଗବାନଙ୍କ ସମ୍ବନ୍ଧରେ ଏ ନାରୀ ସମ୍ବନ୍ଧ ଏହି ଦିଗିଏ ଭଲ ଧାରଣା କରିବା ନିଶ୍ଚୟ ଅତ୍ୟାବ ହେବ ନାହିଁ ।: [342, 11, 982, 41]
- solution-cell: 3: [1378, 2036, 1392, 2051]
- letter-title: ସୁଖମୟ ଦାମ୍ପତ୍ୟ ଜୀବନ: [1192, 362, 1400, 386]
- sudoku-cell: [1526, 1840, 1565, 1880]
- solution-cell: 9: [1434, 1938, 1449, 1952]
- sudoku-cell: [1294, 1683, 1333, 1722]
- letter-signature: ସଞ୍ଜୟ କୁମାର ବେହେରା, ବଲେଶ୍ୱର: [1325, 340, 1494, 354]
- sudoku-credit: Puzzles by Srikant Ghosh: [1196, 1500, 1310, 1510]
- solution-cell: 4: [1364, 1923, 1378, 1938]
- letter-signature: ବନମାଳୀ ବେହେରା, ଜଟଣୀ, ଖୋର୍ଦ୍ଧା: [1331, 204, 1494, 218]
- sudoku-cell: 9: [1449, 1761, 1488, 1801]
- solution-cell: 5: [1420, 1938, 1434, 1952]
- sudoku-cell: [1294, 1565, 1333, 1604]
- solution-cell: 6: [1350, 1980, 1364, 1994]
- jilla-district: ଗଜପତି: [4, 1152, 158, 1202]
- sudoku-cell: [1217, 1565, 1256, 1604]
- abhibharat-paragraph: ଦାରିଦ୍ର୍ୟ ତଥା ଗରିଲି ରେ ପଢ଼ି ପଡ଼ିଥିବା ଆଉ ଏକ ବିଚିତ୍ର ଘଟଣା ପ୍ରକାଶ ପାଇଛି । ଗାଁର ଗରିବ ପରିବାରର ଶିଶୁମାନେ ପାଠ ଛାଡ଼ି ଇଟାଭାଟିରେ କାମ କରିବାକୁ ବାଧ୍ୟ ହେଉଛନ୍ତି । ସରକାରୀ ଯୋଜନାର ସୁବିଧା ସେମାନଙ୍କ ପାଖରେ ପହଞ୍ଚୁ ନାହିଁ ।: [6, 277, 312, 348]
